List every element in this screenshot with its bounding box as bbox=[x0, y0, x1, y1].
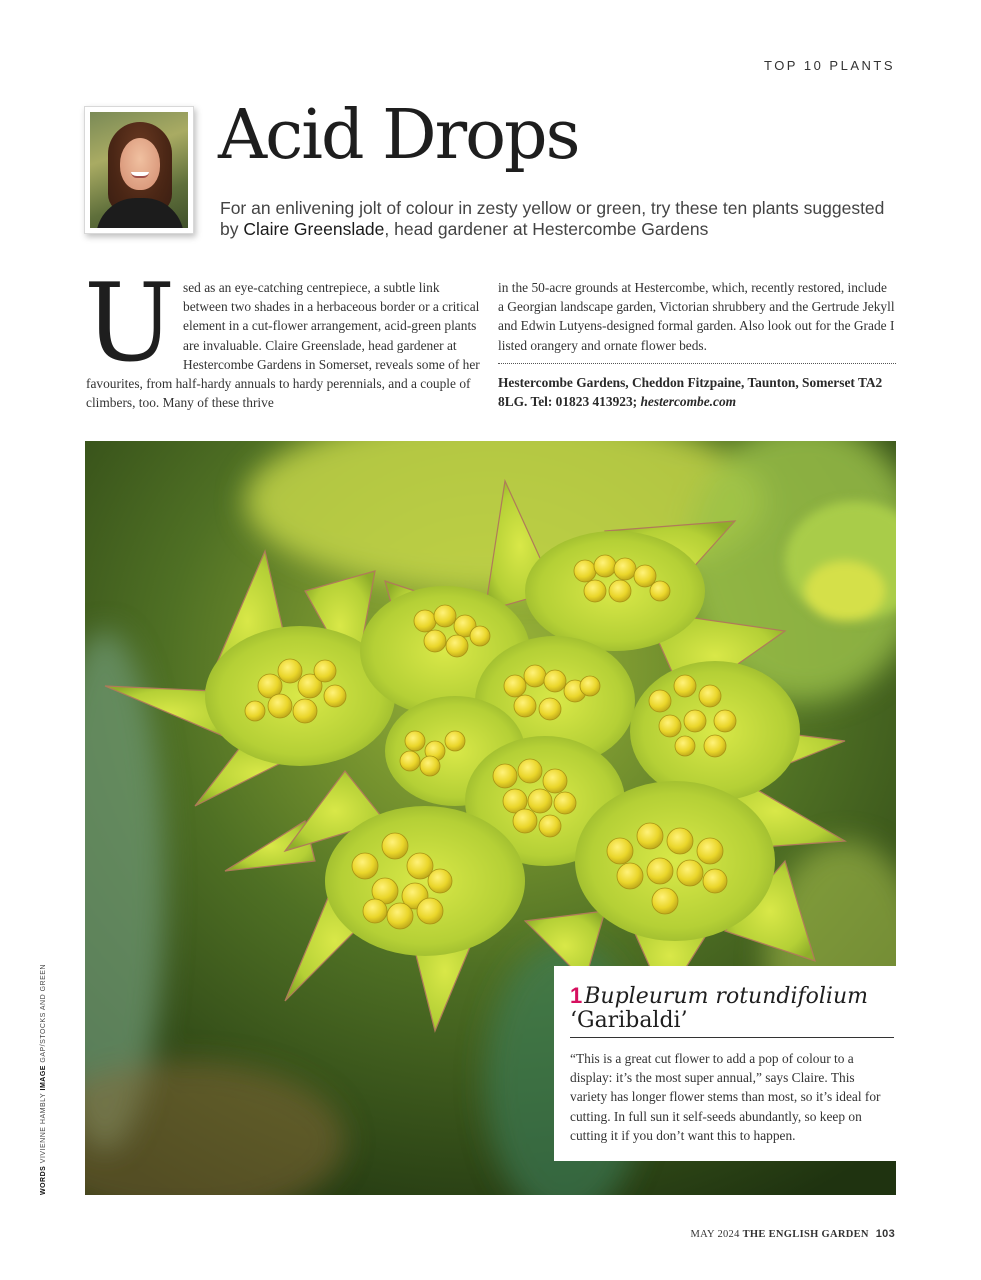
drop-cap: U bbox=[84, 261, 176, 386]
intro-column-right bbox=[498, 278, 896, 411]
photo-credit: WORDS VIVIENNE HAMBLY IMAGE GAP/STOCKS AND GREEN bbox=[40, 964, 47, 1195]
garden-address: Hestercombe Gardens, Cheddon Fitzpaine, Taunton, Somerset TA2 8LG. Tel: 01823 413923; hestercombe.com bbox=[498, 374, 883, 410]
section-label: TOP 10 PLANTS bbox=[763, 58, 895, 73]
plant-number: 1 bbox=[570, 983, 583, 1008]
plant-description: “This is a great cut flower to add a pop of colour to a display: it’s the most super annual,” says Claire. This variety has longer flower stems than most, so it’s ideal for cutting. In full sun it self-seeds abundantly, so keep on cutting it if you don’t want this to happen. bbox=[570, 1051, 881, 1143]
plant-name bbox=[570, 984, 894, 1038]
issue-date: MAY 2024 bbox=[690, 1229, 740, 1240]
author-name: Claire Greenslade bbox=[243, 219, 385, 239]
plant-cultivar: ‘Garibaldi’ bbox=[570, 1008, 688, 1033]
intro-text-right: in the 50-acre grounds at Hestercombe, which, recently restored, include a Georgian landscape garden, Victorian shrubbery and the Gertrude Jekyll and Edwin Lutyens-designed formal garden. Also look out for the Grade I listed orangery and ornate flower beds. bbox=[498, 280, 895, 353]
page-footer bbox=[690, 1228, 895, 1240]
plant-caption bbox=[554, 966, 896, 1161]
author-portrait bbox=[84, 106, 194, 234]
plant-latin-name: Bupleurum rotundifolium bbox=[584, 984, 868, 1009]
intro-column-left bbox=[84, 261, 482, 412]
intro-text-left: sed as an eye-catching centrepiece, a subtle link between two shades in a herbaceous border or a critical element in a cut-flower arrangement, acid-green plants are invaluable. Claire Greenslade, head gardener at Hestercombe Gardens in Somerset, reveals some of her favourites, from half-hardy annuals to hardy perennials, and a couple of climbers, too. Many of these thrive bbox=[86, 280, 480, 411]
standfirst: For an enlivening jolt of colour in zesty yellow or green, try these ten plants suggested by Claire Greenslade, head gardener at Hestercombe Gardens bbox=[220, 198, 885, 239]
article-title: Acid Drops bbox=[218, 96, 579, 175]
page-number: 103 bbox=[875, 1228, 895, 1240]
divider bbox=[498, 363, 896, 364]
magazine-name: THE ENGLISH GARDEN bbox=[742, 1229, 869, 1240]
website-link[interactable]: hestercombe.com bbox=[640, 394, 737, 410]
